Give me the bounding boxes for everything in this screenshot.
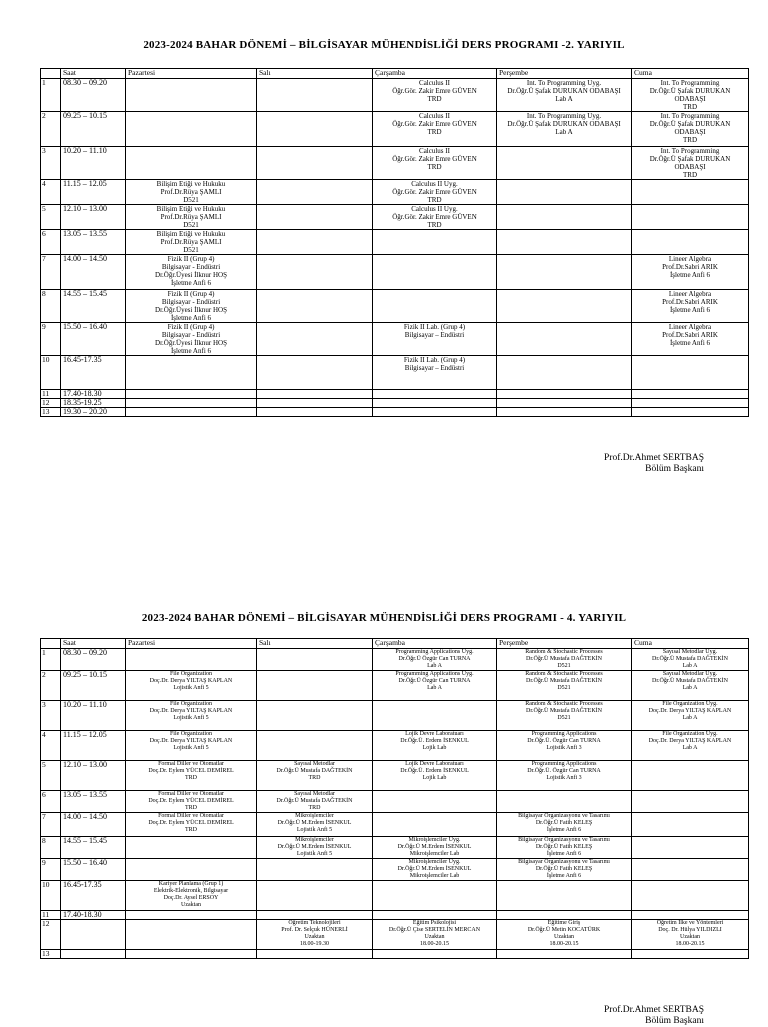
table-row (41, 112, 749, 147)
course-cell (497, 290, 632, 323)
course-cell (632, 408, 749, 417)
course-cell (126, 649, 257, 671)
course-cell (373, 230, 497, 255)
course-cell (126, 859, 257, 881)
schedule-table-semester-4 (40, 638, 749, 959)
table-row (41, 205, 749, 230)
course-cell (257, 911, 373, 920)
time-slot: 15.50 – 16.40 (61, 323, 126, 356)
course-cell: Lojik Devre Laboratuarı Dr.Öğr.Ü. Erdem İSENKUL Lojik Lab (373, 761, 497, 791)
course-cell (373, 701, 497, 731)
row-number: 5 (41, 205, 61, 230)
course-cell: Mikroişlemciler Uyg. Dr.Öğr.Ü M.Erdem İSENKUL Mikroişlemciler Lab (373, 859, 497, 881)
course-cell (632, 813, 749, 837)
course-cell (632, 859, 749, 881)
time-slot: 11.15 – 12.05 (61, 731, 126, 761)
column-header: Perşembe (497, 69, 632, 79)
course-cell: Lineer Algebra Prof.Dr.Sabri ARIK İşletme Anfi 6 (632, 290, 749, 323)
time-slot: 10.20 – 11.10 (61, 147, 126, 180)
table-row (41, 701, 749, 731)
course-cell (126, 950, 257, 959)
course-cell (497, 911, 632, 920)
time-slot: 17.40-18.30 (61, 390, 126, 399)
time-slot: 08.30 – 09.20 (61, 649, 126, 671)
course-cell (257, 731, 373, 761)
course-cell: File Organization Uyg. Doç.Dr. Derya YILTAŞ KAPLAN Lab A (632, 731, 749, 761)
table-row (41, 399, 749, 408)
course-cell (257, 701, 373, 731)
course-cell (373, 408, 497, 417)
time-slot: 13.05 – 13.55 (61, 791, 126, 813)
column-header (41, 639, 61, 649)
row-number: 9 (41, 323, 61, 356)
column-header: Cuma (632, 639, 749, 649)
course-cell (126, 911, 257, 920)
row-number: 7 (41, 813, 61, 837)
course-cell (373, 813, 497, 837)
time-slot: 16.45-17.35 (61, 356, 126, 390)
course-cell: Int. To Programming Dr.Öğr.Ü Şafak DURUKAN ODABAŞI TRD (632, 112, 749, 147)
course-cell: File Organization Doç.Dr. Derya YILTAŞ KAPLAN Lojistik Anfi 5 (126, 701, 257, 731)
table-row (41, 79, 749, 112)
course-cell (632, 205, 749, 230)
column-header: Pazartesi (126, 639, 257, 649)
time-slot: 10.20 – 11.10 (61, 701, 126, 731)
course-cell (257, 671, 373, 701)
course-cell (257, 255, 373, 290)
course-cell (632, 761, 749, 791)
course-cell (126, 920, 257, 950)
course-cell (373, 290, 497, 323)
row-number: 5 (41, 761, 61, 791)
course-cell (257, 408, 373, 417)
course-cell (126, 79, 257, 112)
time-slot: 14.55 – 15.45 (61, 837, 126, 859)
course-cell (632, 399, 749, 408)
table-row (41, 180, 749, 205)
course-cell: Mikroişlemciler Dr.Öğr.Ü M.Erdem İSENKUL Lojistik Anfi 5 (257, 837, 373, 859)
course-cell: Eğitime Giriş Dr.Öğr.Ü Metin KOCATÜRK Uzaktan 18.00-20.15 (497, 920, 632, 950)
course-cell (632, 837, 749, 859)
course-cell (257, 399, 373, 408)
course-cell (497, 255, 632, 290)
course-cell: Lineer Algebra Prof.Dr.Sabri ARIK İşletme Anfi 6 (632, 323, 749, 356)
table-row (41, 255, 749, 290)
course-cell: Programming Applications Uyg. Dr.Öğr.Ü Özgür Can TURNA Lab A (373, 671, 497, 701)
row-number: 2 (41, 112, 61, 147)
course-cell: File Organization Doç.Dr. Derya YILTAŞ KAPLAN Lojistik Anfi 5 (126, 731, 257, 761)
course-cell: Sayısal Metodlar Dr.Öğr.Ü Mustafa DAĞTEKİN TRD (257, 791, 373, 813)
time-slot: 12.10 – 13.00 (61, 761, 126, 791)
course-cell: Lineer Algebra Prof.Dr.Sabri ARIK İşletme Anfi 6 (632, 255, 749, 290)
course-cell (126, 837, 257, 859)
course-cell: File Organization Uyg. Doç.Dr. Derya YILTAŞ KAPLAN Lab A (632, 701, 749, 731)
course-cell (257, 356, 373, 390)
course-cell: Bilişim Etiği ve Hukuku Prof.Dr.Rüya ŞAMLI D521 (126, 180, 257, 205)
row-number: 10 (41, 881, 61, 911)
column-header: Cuma (632, 69, 749, 79)
course-cell: Mikroişlemciler Uyg. Dr.Öğr.Ü M.Erdem İSENKUL Mikroişlemciler Lab (373, 837, 497, 859)
table-row (41, 920, 749, 950)
course-cell: Formal Diller ve Otomatlar Doç.Dr. Eylem YÜCEL DEMİREL TRD (126, 791, 257, 813)
course-cell (497, 950, 632, 959)
column-header: Çarşamba (373, 69, 497, 79)
course-cell: Calculus II Öğr.Gör. Zakir Emre GÜVEN TRD (373, 147, 497, 180)
row-number: 6 (41, 230, 61, 255)
course-cell: Fizik II (Grup 4) Bilgisayar - Endüstri Dr.Öğr.Üyesi İlknur HOŞ İşletme Anfi 6 (126, 255, 257, 290)
course-cell: Calculus II Öğr.Gör. Zakir Emre GÜVEN TRD (373, 79, 497, 112)
course-cell: Random & Stochastic Processes Dr.Öğr.Ü Mustafa DAĞTEKİN D521 (497, 671, 632, 701)
table-row (41, 649, 749, 671)
course-cell (126, 408, 257, 417)
table-row (41, 230, 749, 255)
row-number: 12 (41, 920, 61, 950)
column-header: Çarşamba (373, 639, 497, 649)
row-number: 12 (41, 399, 61, 408)
row-number: 11 (41, 390, 61, 399)
row-number: 13 (41, 950, 61, 959)
course-cell: Int. To Programming Uyg. Dr.Öğr.Ü Şafak DURUKAN ODABAŞI Lab A (497, 79, 632, 112)
course-cell (632, 230, 749, 255)
course-cell (497, 205, 632, 230)
table-row (41, 147, 749, 180)
column-header: Saat (61, 639, 126, 649)
table-row (41, 290, 749, 323)
course-cell: Formal Diller ve Otomatlar Doç.Dr. Eylem YÜCEL DEMİREL TRD (126, 813, 257, 837)
course-cell (257, 205, 373, 230)
column-header: Saat (61, 69, 126, 79)
course-cell (373, 950, 497, 959)
course-cell: Bilgisayar Organizasyonu ve Tasarımı Dr.Öğr.Ü Fatih KELEŞ İşletme Anfi 6 (497, 859, 632, 881)
time-slot: 09.25 – 10.15 (61, 671, 126, 701)
table-row (41, 761, 749, 791)
course-cell (126, 399, 257, 408)
column-header: Perşembe (497, 639, 632, 649)
time-slot: 17.40-18.30 (61, 911, 126, 920)
course-cell: Random & Stochastic Processes Dr.Öğr.Ü Mustafa DAĞTEKİN D521 (497, 649, 632, 671)
signature-name: Prof.Dr.Ahmet SERTBAŞ (604, 1005, 704, 1015)
time-slot: 14.55 – 15.45 (61, 290, 126, 323)
course-cell: Int. To Programming Dr.Öğr.Ü Şafak DURUKAN ODABAŞI TRD (632, 79, 749, 112)
column-header: Salı (257, 69, 373, 79)
table-row (41, 837, 749, 859)
course-cell (126, 356, 257, 390)
course-cell (126, 112, 257, 147)
time-slot: 18.35-19.25 (61, 399, 126, 408)
time-slot: 14.00 – 14.50 (61, 255, 126, 290)
signature-name: Prof.Dr.Ahmet SERTBAŞ (604, 453, 704, 463)
time-slot: 09.25 – 10.15 (61, 112, 126, 147)
row-number: 4 (41, 731, 61, 761)
course-cell (497, 408, 632, 417)
row-number: 11 (41, 911, 61, 920)
course-cell (257, 79, 373, 112)
course-cell (373, 911, 497, 920)
course-cell: Eğitim Psikolojisi Dr.Öğr.Ü Çise SERTELİN MERCAN Uzaktan 18.00-20.15 (373, 920, 497, 950)
course-cell (257, 323, 373, 356)
course-cell: Programming Applications Uyg. Dr.Öğr.Ü Özgür Can TURNA Lab A (373, 649, 497, 671)
course-cell (257, 147, 373, 180)
row-number: 8 (41, 290, 61, 323)
course-cell (257, 859, 373, 881)
course-cell (632, 180, 749, 205)
course-cell: Programming Applications Dr.Öğr.Ü. Özgür Can TURNA Lojistik Anfi 3 (497, 761, 632, 791)
course-cell: Bilgisayar Organizasyonu ve Tasarımı Dr.Öğr.Ü Fatih KELEŞ İşletme Anfi 6 (497, 813, 632, 837)
course-cell: Sayısal Metodlar Uyg. Dr.Öğr.Ü Mustafa DAĞTEKİN Lab A (632, 649, 749, 671)
header-row (41, 69, 749, 79)
course-cell: Formal Diller ve Otomatlar Doç.Dr. Eylem YÜCEL DEMİREL TRD (126, 761, 257, 791)
time-slot: 11.15 – 12.05 (61, 180, 126, 205)
table-row (41, 791, 749, 813)
course-cell: Bilişim Etiği ve Hukuku Prof.Dr.Rüya ŞAMLI D521 (126, 230, 257, 255)
course-cell (257, 112, 373, 147)
course-cell: Int. To Programming Uyg. Dr.Öğr.Ü Şafak DURUKAN ODABAŞI Lab A (497, 112, 632, 147)
course-cell: Öğretim İlke ve Yöntemleri Doç. Dr. Hülya YILDIZLI Uzaktan 18.00-20.15 (632, 920, 749, 950)
course-cell: Öğretim Teknolojileri Prof. Dr. Selçuk HÜNERLİ Uzaktan 18.00-19.30 (257, 920, 373, 950)
course-cell: Int. To Programming Dr.Öğr.Ü Şafak DURUKAN ODABAŞI TRD (632, 147, 749, 180)
course-cell (257, 881, 373, 911)
time-slot (61, 920, 126, 950)
row-number: 3 (41, 701, 61, 731)
course-cell: Sayısal Metodlar Uyg. Dr.Öğr.Ü Mustafa DAĞTEKİN Lab A (632, 671, 749, 701)
course-cell: Fizik II (Grup 4) Bilgisayar - Endüstri Dr.Öğr.Üyesi İlknur HOŞ İşletme Anfi 6 (126, 323, 257, 356)
table-row (41, 950, 749, 959)
course-cell (126, 390, 257, 399)
course-cell (497, 147, 632, 180)
signature-role: Bölüm Başkanı (645, 464, 704, 474)
course-cell (497, 881, 632, 911)
course-cell: Random & Stochastic Processes Dr.Öğr.Ü Mustafa DAĞTEKİN D521 (497, 701, 632, 731)
course-cell (632, 950, 749, 959)
course-cell (497, 356, 632, 390)
course-cell (632, 390, 749, 399)
table-row (41, 671, 749, 701)
course-cell: Calculus II Uyg. Öğr.Gör. Zakir Emre GÜVEN TRD (373, 180, 497, 205)
time-slot: 19.30 – 20.20 (61, 408, 126, 417)
course-cell (257, 180, 373, 205)
time-slot: 13.05 – 13.55 (61, 230, 126, 255)
table-row (41, 390, 749, 399)
row-number: 7 (41, 255, 61, 290)
table-row (41, 323, 749, 356)
course-cell (632, 911, 749, 920)
course-cell: Sayısal Metodlar Dr.Öğr.Ü Mustafa DAĞTEKİN TRD (257, 761, 373, 791)
course-cell (497, 390, 632, 399)
time-slot: 08.30 – 09.20 (61, 79, 126, 112)
course-cell: Calculus II Öğr.Gör. Zakir Emre GÜVEN TRD (373, 112, 497, 147)
course-cell: Fizik II Lab. (Grup 4) Bilgisayar – Endüstri (373, 356, 497, 390)
row-number: 8 (41, 837, 61, 859)
course-cell (497, 399, 632, 408)
course-cell: Bilgisayar Organizasyonu ve Tasarımı Dr.Öğr.Ü Fatih KELEŞ İşletme Anfi 6 (497, 837, 632, 859)
row-number: 13 (41, 408, 61, 417)
table-row (41, 881, 749, 911)
table-row (41, 813, 749, 837)
course-cell (373, 791, 497, 813)
header-row (41, 639, 749, 649)
course-cell: Lojik Devre Laboratuarı Dr.Öğr.Ü. Erdem İSENKUL Lojik Lab (373, 731, 497, 761)
page-title-semester-2: 2023-2024 BAHAR DÖNEMİ – BİLGİSAYAR MÜHENDİSLİĞİ DERS PROGRAMI -2. YARIYIL (143, 39, 625, 51)
course-cell: File Organization Doç.Dr. Derya YILTAŞ KAPLAN Lojistik Anfi 5 (126, 671, 257, 701)
table-row (41, 356, 749, 390)
column-header: Salı (257, 639, 373, 649)
table-row (41, 911, 749, 920)
course-cell (126, 147, 257, 180)
course-cell: Fizik II Lab. (Grup 4) Bilgisayar – Endüstri (373, 323, 497, 356)
table-row (41, 408, 749, 417)
course-cell (632, 791, 749, 813)
course-cell: Bilişim Etiği ve Hukuku Prof.Dr.Rüya ŞAMLI D521 (126, 205, 257, 230)
course-cell (497, 323, 632, 356)
row-number: 6 (41, 791, 61, 813)
column-header (41, 69, 61, 79)
course-cell: Programming Applications Dr.Öğr.Ü. Özgür Can TURNA Lojistik Anfi 3 (497, 731, 632, 761)
table-row (41, 859, 749, 881)
course-cell (373, 255, 497, 290)
course-cell (497, 791, 632, 813)
row-number: 10 (41, 356, 61, 390)
course-cell (632, 881, 749, 911)
course-cell (373, 881, 497, 911)
signature-block-semester-2 (604, 453, 704, 475)
row-number: 4 (41, 180, 61, 205)
course-cell: Fizik II (Grup 4) Bilgisayar - Endüstri Dr.Öğr.Üyesi İlknur HOŞ İşletme Anfi 6 (126, 290, 257, 323)
course-cell (257, 649, 373, 671)
course-cell: Mikroişlemciler Dr.Öğr.Ü M.Erdem İSENKUL Lojistik Anfi 5 (257, 813, 373, 837)
row-number: 3 (41, 147, 61, 180)
course-cell (257, 950, 373, 959)
time-slot: 16.45-17.35 (61, 881, 126, 911)
course-cell (373, 399, 497, 408)
column-header: Pazartesi (126, 69, 257, 79)
row-number: 9 (41, 859, 61, 881)
course-cell (632, 356, 749, 390)
course-cell: Calculus II Uyg. Öğr.Gör. Zakir Emre GÜVEN TRD (373, 205, 497, 230)
time-slot (61, 950, 126, 959)
schedule-table-semester-2 (40, 68, 749, 417)
time-slot: 15.50 – 16.40 (61, 859, 126, 881)
course-cell (497, 180, 632, 205)
course-cell (257, 290, 373, 323)
row-number: 2 (41, 671, 61, 701)
signature-role: Bölüm Başkanı (645, 1016, 704, 1026)
row-number: 1 (41, 649, 61, 671)
course-cell: Kariyer Planlama (Grup 1) Elektrik-Elektronik, Bilgisayar Doç.Dr. Aysel ERSOY Uzaktan (126, 881, 257, 911)
course-cell (257, 390, 373, 399)
course-cell (497, 230, 632, 255)
row-number: 1 (41, 79, 61, 112)
time-slot: 12.10 – 13.00 (61, 205, 126, 230)
course-cell (257, 230, 373, 255)
course-cell (373, 390, 497, 399)
table-row (41, 731, 749, 761)
page-title-semester-4: 2023-2024 BAHAR DÖNEMİ – BİLGİSAYAR MÜHENDİSLİĞİ DERS PROGRAMI - 4. YARIYIL (141, 612, 627, 624)
time-slot: 14.00 – 14.50 (61, 813, 126, 837)
